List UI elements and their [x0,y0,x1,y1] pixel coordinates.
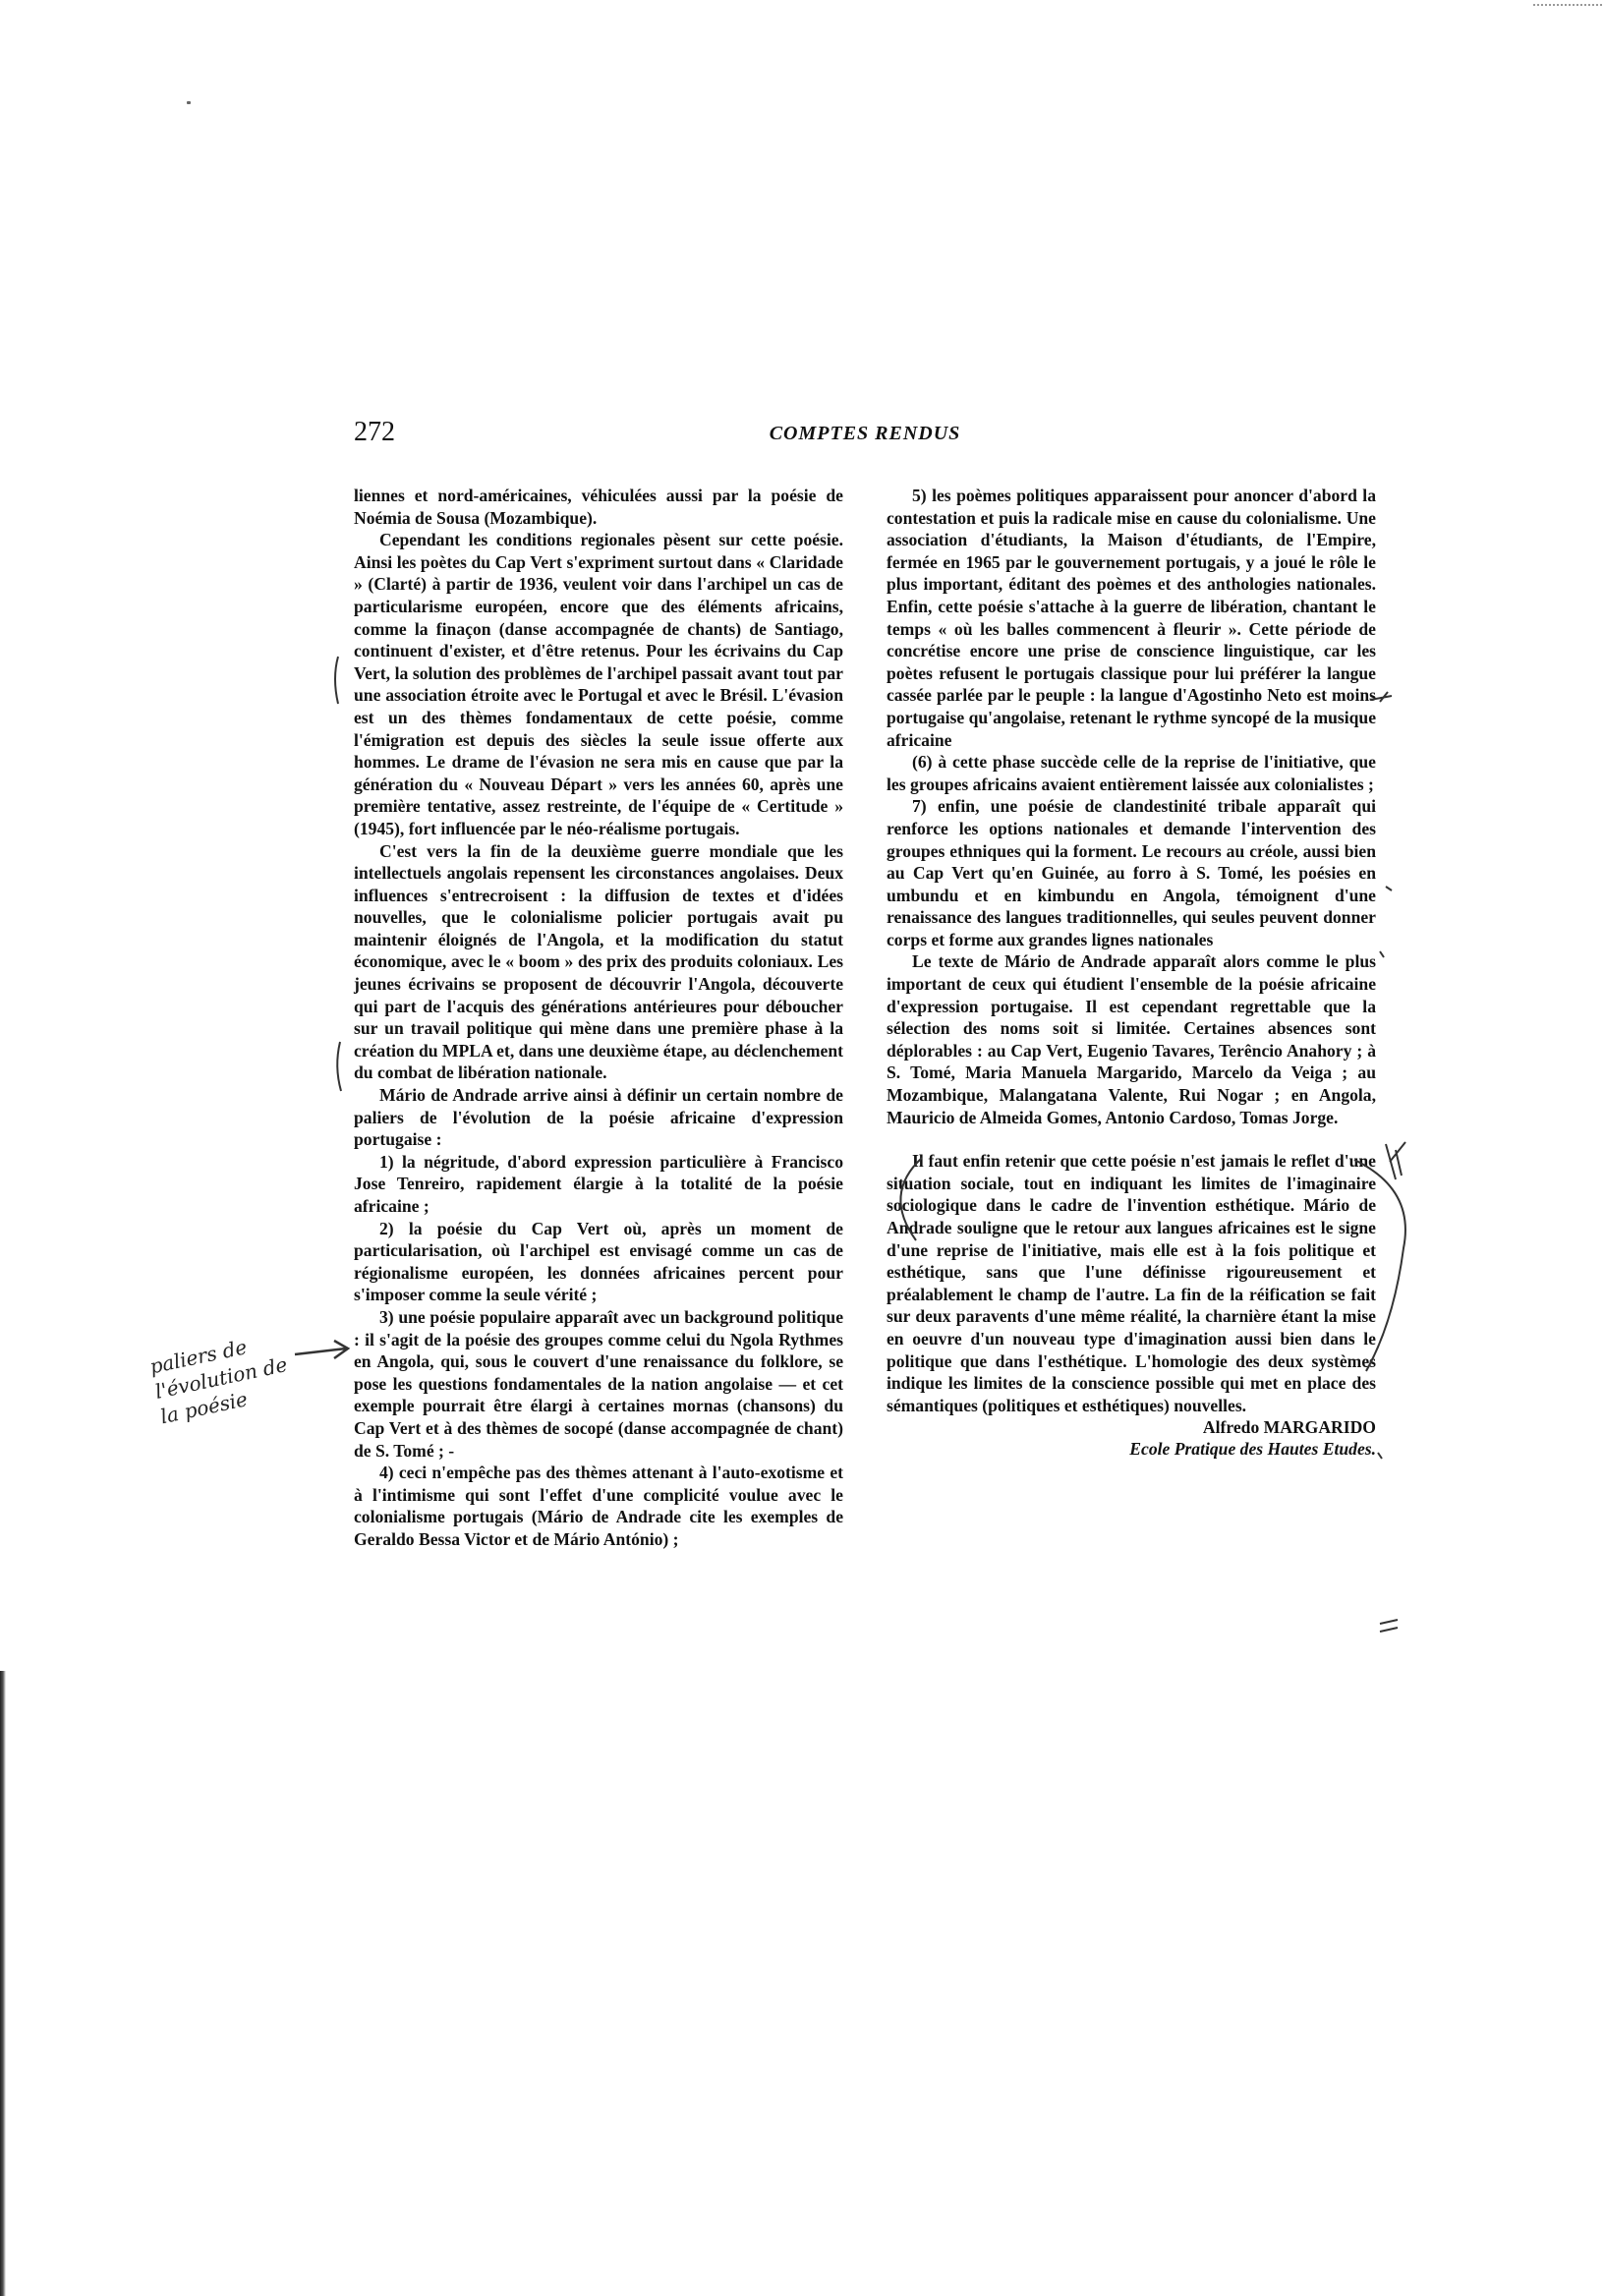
list-item: 1) la négritude, d'abord expression particulière à Francisco Jose Tenreiro, rapidement élargie à la totalité de la poésie africaine ; [354,1151,843,1216]
paragraph: liennes et nord-américaines, véhiculées aussi par la poésie de Noémia de Sousa (Mozambique). [354,486,843,528]
margin-bracket-left-2 [337,1042,341,1091]
margin-star [1386,1142,1405,1179]
signature [887,1416,1376,1460]
margin-arrow [295,1341,348,1358]
paragraph: Cependant les conditions regionales pèsent sur cette poésie. Ainsi les poètes du Cap Vert s'expriment surtout dans « Claridade » (Clarté) à partir de 1936, veulent voir dans l'archipel un cas de particularisme européen, encore que des éléments africains, comme la finaçon (danse accompagnée de chants) de Santiago, continuent d'exister, et d'être retenus. Pour les écrivains du Cap Vert, la solution des problèmes de l'archipel passait avant tout par une association étroite avec le Portugal et avec le Brésil. L'évasion est un des thèmes fondamentaux de cette poésie, comme l'émigration est depuis des siècles la seule issue offerte aux hommes. Le drame de l'évasion ne sera mis en cause que par la génération du « Nouveau Départ » vers les années 60, après une première tentative, assez restreinte, de l'équipe de « Certitude » (1945), fort influencée par le néo-réalisme portugais. [354,530,843,838]
list-item: (6) à cette phase succède celle de la reprise de l'initiative, que les groupes africains avaient entièrement laissée aux colonialistes ; [887,752,1376,794]
margin-dash [1380,951,1384,957]
list-item: 2) la poésie du Cap Vert où, après un moment de particularisation, où l'archipel est envisagé comme un cas de régionalisme européen, les données africaines percent pour s'imposer comme la seule vérité ; [354,1218,843,1305]
paragraph: Mário de Andrade arrive ainsi à définir un certain nombre de paliers de l'évolution de la poésie africaine d'expression portugaise : [354,1085,843,1150]
paragraph: Il faut enfin retenir que cette poésie n'est jamais le reflet d'une situation sociale, tout en indiquant les limites de l'imaginaire sociologique dans le cadre de l'invention esthétique. Mário de Andrade souligne que le retour aux langues africaines est le signe d'une reprise de l'initiative, mais elle est à la fois politique et esthétique, sans que l'une définisse rigoureusement et préalablement le champ de l'autre. La fin de la réification se fait sur deux paravents d'une même réalité, la charnière étant la mise en oeuvre d'un nouveau type d'imagination aussi bien dans le politique que dans l'esthétique. L'homologie des deux systèmes indique les limites de la conscience possible qui met en place des sémantiques (politiques et esthétiques) nouvelles. [887,1151,1376,1415]
left-column [354,485,843,1551]
author-affiliation: Ecole Pratique des Hautes Etudes. [1129,1439,1376,1460]
page-header [354,417,1376,456]
margin-bracket-left-1 [335,657,338,704]
page-number: 272 [354,417,395,447]
scan-edge [0,1671,6,2296]
list-item: 4) ceci n'empêche pas des thèmes attenant à l'auto-exotisme et à l'intimisme qui sont l'effet d'une complicité voulue avec le colonialisme portugais (Mário de Andrade cite les exemples de Geraldo Bessa Victor et de Mário António) ; [354,1463,843,1549]
list-item: 7) enfin, une poésie de clandestinité tribale apparaît qui renforce les options nationales et demande l'intervention des groupes ethniques qui la forment. Le recours au créole, aussi bien au Cap Vert qu'en Guinée, au forro à S. Tomé, les poésies en umbundu et en kimbundu en Angola, témoignent d'une renaissance des langues traditionnelles, qui seules peuvent donner corps et forme aux grandes lignes nationales [887,796,1376,949]
paragraph: C'est vers la fin de la deuxième guerre mondiale que les intellectuels angolais repensent les circonstances angolaises. Deux influences s'entrecroisent : la diffusion de textes et d'idées nouvelles, que le colonialisme policier portugais avait pu maintenir éloignés de l'Angola, et la modification du statut économique, avec le « boom » des prix des produits coloniaux. Les jeunes écrivains se proposent de découvrir l'Angola, découverte qui part de l'acquis des générations antérieures pour déboucher sur un travail politique qui mène dans une première phase à la création du MPLA et, dans une deuxième étape, au déclenchement du combat de libération nationale. [354,840,843,1083]
list-item: 5) les poèmes politiques apparaissent pour anoncer d'abord la contestation et puis la radicale mise en cause du colonialisme. Une association d'étudiants, la Maison d'étudiants, de l'Empire, fermée en 1965 par le gouvernement portugais, y a joué le rôle le plus important, éditant des poèmes et des anthologies nationales. Enfin, cette poésie s'attache à la guerre de libération, chantant le temps « où les balles commencent à fleurir ». Cette période de concrétise encore une prise de conscience linguistique, car les poètes refusent le portugais classique pour lui préférer la langue cassée parlée par le peuple : la langue d'Agostinho Neto est moins portugaise qu'angolaise, retenant le rythme syncopé de la musique africaine [887,486,1376,750]
scan-edge-top [1533,4,1602,8]
margin-dash [1386,887,1392,890]
author-name: Alfredo MARGARIDO [1202,1417,1376,1438]
scan-speck [187,101,191,104]
running-head: COMPTES RENDUS [769,423,961,444]
right-column [887,485,1376,1460]
list-item: 3) une poésie populaire apparaît avec un background politique : il s'agit de la poésie des groupes comme celui du Ngola Rythmes en Angola, qui, sous le couvert d'une renaissance du folklore, se pose les questions fondamentales de la nation angolaise — et cet exemple pourrait être élargi à certaines mornas (chansons) du Cap Vert et à des thèmes de socopé (danse accompagnée de chant) de S. Tomé ; - [354,1306,843,1461]
margin-tick-2 [1380,1620,1398,1632]
paragraph: Le texte de Mário de Andrade apparaît alors comme le plus important de ceux qui étudient l'ensemble de la poésie africaine d'expression portugaise. Il est cependant regrettable que la sélection des noms soit si limitée. Certaines absences sont déplorables : au Cap Vert, Eugenio Tavares, Terêncio Anahory ; à S. Tomé, Maria Manuela Margarido, Marcelo da Veiga ; au Mozambique, Malangatana Valente, Rui Nogar ; en Angola, Mauricio de Almeida Gomes, Antonio Cardoso, Tomas Jorge. [887,951,1376,1127]
handwritten-margin-note: paliers de l'évolution de la poésie [147,1335,290,1429]
margin-dash [1378,1453,1382,1459]
